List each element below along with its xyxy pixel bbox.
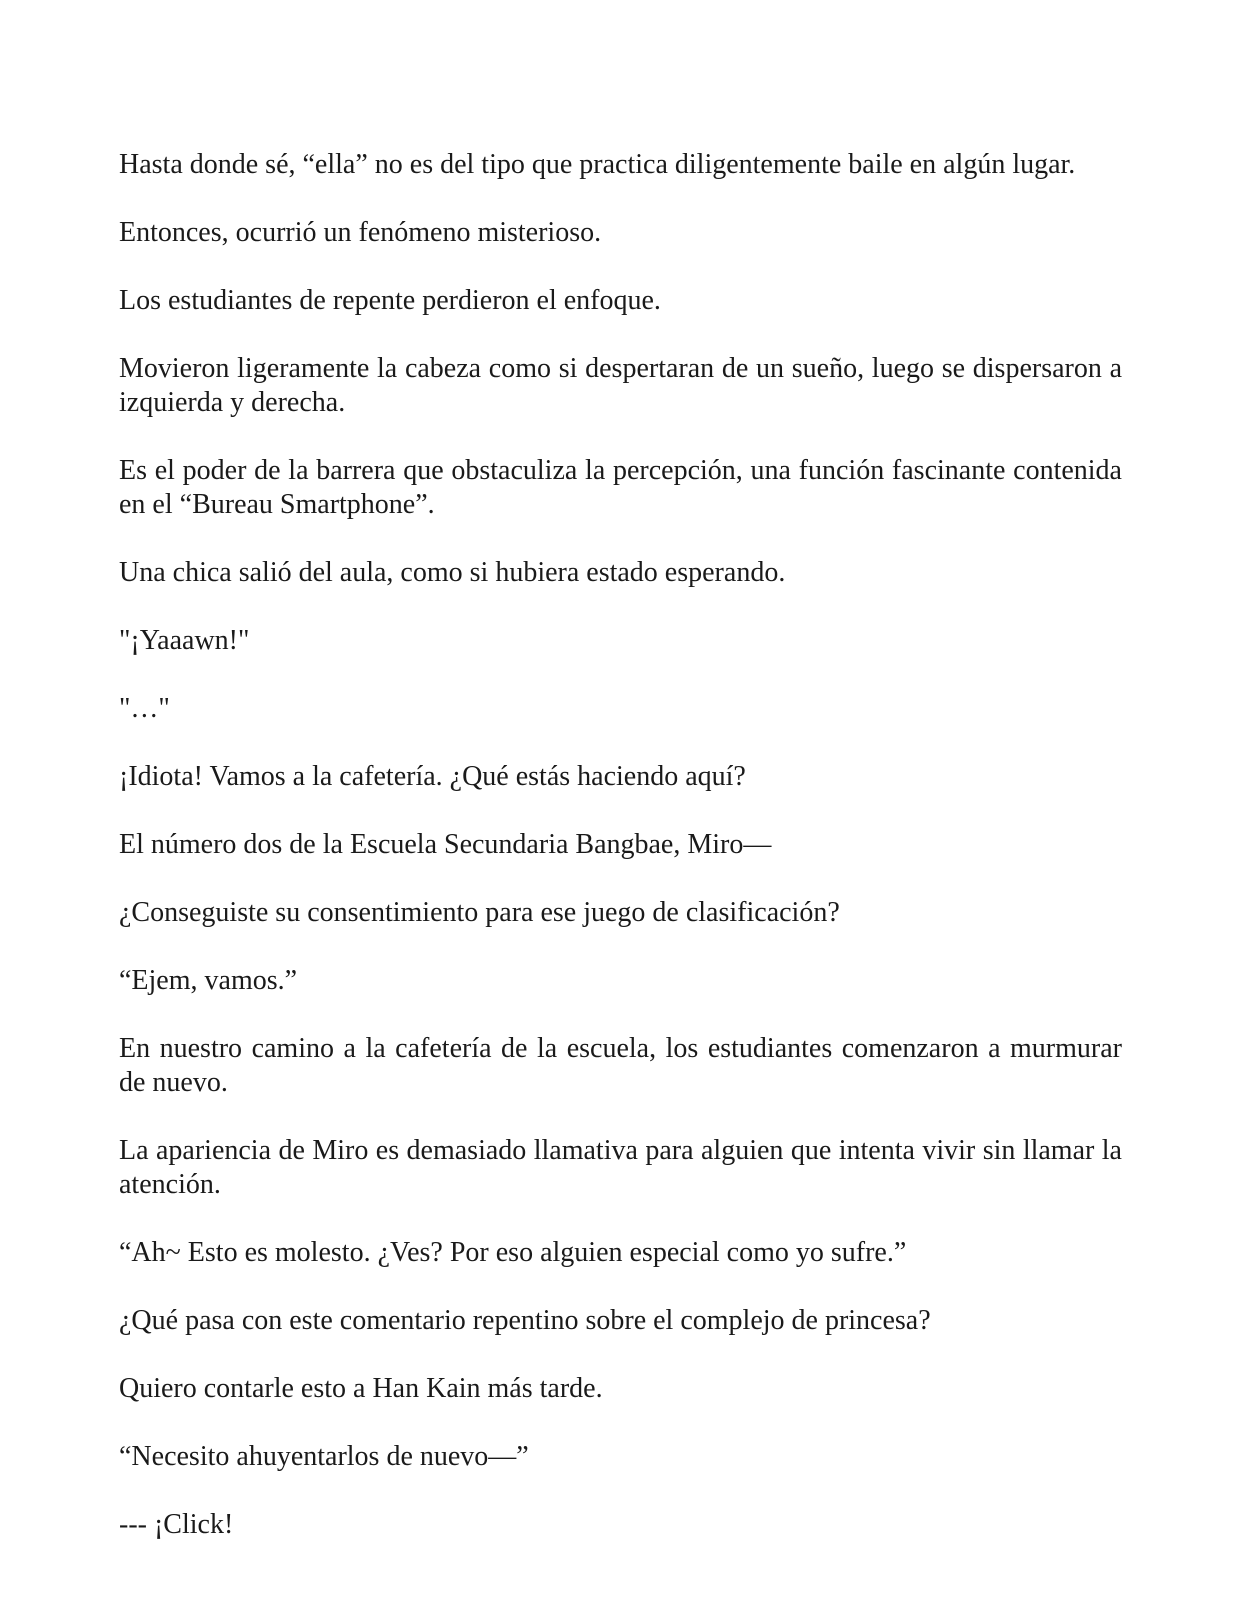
paragraph: “Necesito ahuyentarlos de nuevo—” xyxy=(119,1441,529,1472)
paragraph: En nuestro camino a la cafetería de la escuela, los estudiantes comenzaron a murmurar de nuevo. xyxy=(119,1033,1122,1098)
paragraph: Es el poder de la barrera que obstaculiza la percepción, una función fascinante contenida en el “Bureau Smartphone”. xyxy=(119,455,1122,520)
paragraph: "…" xyxy=(119,693,170,724)
paragraph: La apariencia de Miro es demasiado llamativa para alguien que intenta vivir sin llamar la atención. xyxy=(119,1135,1122,1200)
paragraph: "¡Yaaawn!" xyxy=(119,625,250,656)
paragraph: --- ¡Click! xyxy=(119,1509,234,1540)
document-page xyxy=(119,148,1122,1576)
paragraph: “Ah~ Esto es molesto. ¿Ves? Por eso alguien especial como yo sufre.” xyxy=(119,1237,907,1268)
paragraph: Movieron ligeramente la cabeza como si despertaran de un sueño, luego se dispersaron a izquierda y derecha. xyxy=(119,353,1122,418)
paragraph: Hasta donde sé, “ella” no es del tipo que practica diligentemente baile en algún lugar. xyxy=(119,149,1076,180)
paragraph: ¿Conseguiste su consentimiento para ese juego de clasificación? xyxy=(119,897,840,928)
paragraph: Una chica salió del aula, como si hubiera estado esperando. xyxy=(119,557,786,588)
paragraph: Los estudiantes de repente perdieron el enfoque. xyxy=(119,285,661,316)
paragraph: El número dos de la Escuela Secundaria Bangbae, Miro— xyxy=(119,829,772,860)
paragraph: Entonces, ocurrió un fenómeno misterioso. xyxy=(119,217,602,248)
paragraph: Quiero contarle esto a Han Kain más tarde. xyxy=(119,1373,603,1404)
paragraph: ¿Qué pasa con este comentario repentino sobre el complejo de princesa? xyxy=(119,1305,931,1336)
paragraph: “Ejem, vamos.” xyxy=(119,965,298,996)
paragraph: ¡Idiota! Vamos a la cafetería. ¿Qué estás haciendo aquí? xyxy=(119,761,746,792)
